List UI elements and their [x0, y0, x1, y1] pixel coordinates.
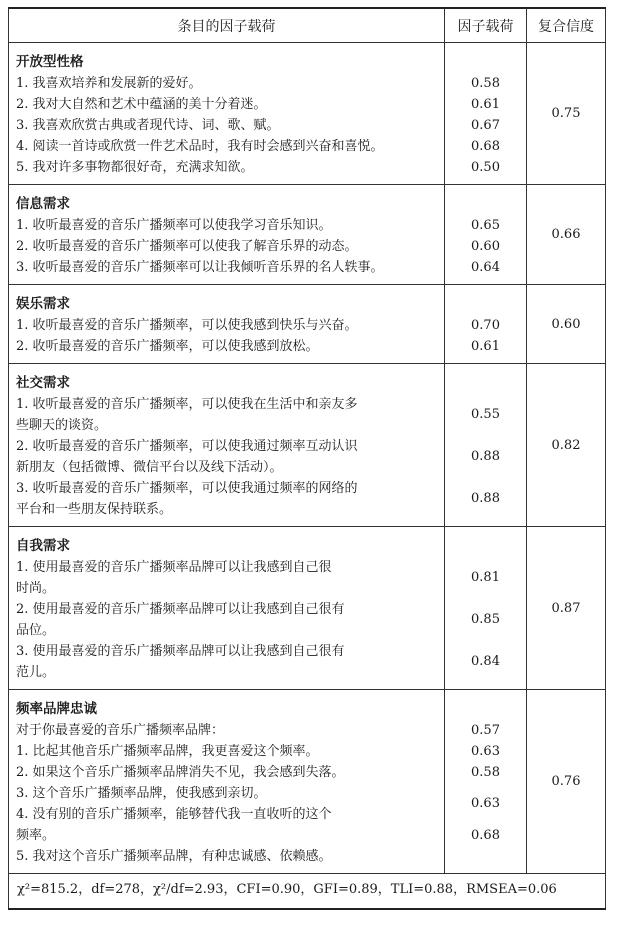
item-text-line: 时尚。	[16, 581, 56, 596]
section-loadings-cell	[445, 43, 527, 185]
loading-spacer	[445, 51, 526, 73]
factor-loading-value: 0.58	[471, 76, 500, 91]
section-loadings-cell	[445, 527, 527, 690]
factor-loading-value: 0.61	[471, 339, 500, 354]
factor-loading-value: 0.65	[471, 218, 500, 233]
section-items-cell	[9, 285, 445, 364]
section-row	[9, 364, 606, 527]
factor-loading-value: 0.88	[471, 449, 500, 464]
section-loadings-cell	[445, 364, 527, 527]
item-text-line: 5. 我对许多事物都很好奇，充满求知欲。	[16, 160, 254, 175]
item-text-line: 些聊天的谈资。	[16, 418, 108, 433]
item-text-line: 4. 阅读一首诗或欣赏一件艺术品时，我有时会感到兴奋和喜悦。	[16, 139, 384, 154]
item-text-line: 2. 收听最喜爱的音乐广播频率，可以使我感到放松。	[16, 339, 319, 354]
section-items-cell	[9, 185, 445, 285]
factor-loading-value: 0.84	[471, 654, 500, 669]
factor-loading-value: 0.50	[471, 160, 500, 175]
section-row	[9, 285, 606, 364]
section-items-cell	[9, 690, 445, 874]
section-row	[9, 527, 606, 690]
item-text-line: 1. 收听最喜爱的音乐广播频率，可以使我感到快乐与兴奋。	[16, 318, 358, 333]
section-title: 社交需求	[16, 375, 70, 391]
composite-reliability-value: 0.66	[527, 185, 606, 285]
loading-spacer	[445, 535, 526, 557]
section-items-cell	[9, 364, 445, 527]
header-reliability-column: 复合信度	[527, 8, 606, 43]
item-text-line: 1. 比起其他音乐广播频率品牌，我更喜爱这个频率。	[16, 744, 319, 759]
item-text-line: 1. 我喜欢培养和发展新的爱好。	[16, 76, 202, 91]
factor-loading-value: 0.61	[471, 97, 500, 112]
loading-spacer	[445, 372, 526, 394]
section-title: 娱乐需求	[16, 296, 70, 312]
item-text-line: 品位。	[16, 623, 56, 638]
item-text-line: 3. 收听最喜爱的音乐广播频率，可以使我通过频率的网络的	[16, 481, 358, 496]
section-row	[9, 690, 606, 874]
factor-loading-value: 0.60	[471, 239, 500, 254]
factor-loading-value: 0.58	[471, 765, 500, 780]
section-items-cell	[9, 527, 445, 690]
section-row	[9, 43, 606, 185]
factor-loading-table	[8, 7, 606, 910]
factor-loading-value: 0.67	[471, 118, 500, 133]
item-text-line: 2. 使用最喜爱的音乐广播频率品牌可以让我感到自己很有	[16, 602, 345, 617]
factor-loading-value: 0.81	[471, 570, 500, 585]
section-loadings-cell	[445, 285, 527, 364]
table-body	[9, 43, 606, 874]
factor-loading-value: 0.57	[471, 723, 500, 738]
section-title: 频率品牌忠诚	[16, 701, 97, 717]
factor-loading-value: 0.68	[471, 828, 500, 843]
item-text-line: 3. 收听最喜爱的音乐广播频率可以让我倾听音乐界的名人轶事。	[16, 260, 384, 275]
factor-loading-value: 0.68	[471, 139, 500, 154]
item-text-line: 1. 使用最喜爱的音乐广播频率品牌可以让我感到自己很	[16, 560, 332, 575]
factor-loading-value: 0.63	[471, 796, 500, 811]
header-loading-column: 因子载荷	[445, 8, 527, 43]
factor-loading-value: 0.88	[471, 491, 500, 506]
fit-indices-text: χ²=815.2，df=278，χ²/df=2.93，CFI=0.90，GFI=0.89，TLI=0.88，RMSEA=0.06	[9, 874, 606, 910]
section-row	[9, 185, 606, 285]
section-loadings-cell	[445, 185, 527, 285]
factor-loading-value: 0.85	[471, 612, 500, 627]
item-text-line: 3. 使用最喜爱的音乐广播频率品牌可以让我感到自己很有	[16, 644, 345, 659]
loading-spacer	[445, 698, 526, 720]
factor-loading-table-container	[8, 7, 605, 910]
section-items-cell	[9, 43, 445, 185]
item-text-line: 4. 没有别的音乐广播频率，能够替代我一直收听的这个	[16, 807, 332, 822]
factor-loading-value: 0.64	[471, 260, 500, 275]
item-text-line: 范儿。	[16, 665, 56, 680]
item-text-line: 新朋友（包括微博、微信平台以及线下活动）。	[16, 460, 283, 475]
fit-indices-row	[9, 874, 606, 910]
section-subtitle: 对于你最喜爱的音乐广播频率品牌：	[16, 723, 225, 738]
item-text-line: 频率。	[16, 828, 56, 843]
section-title: 开放型性格	[16, 54, 84, 70]
composite-reliability-value: 0.75	[527, 43, 606, 185]
item-text-line: 2. 如果这个音乐广播频率品牌消失不见，我会感到失落。	[16, 765, 345, 780]
item-text-line: 1. 收听最喜爱的音乐广播频率，可以使我在生活中和亲友多	[16, 397, 358, 412]
item-text-line: 平台和一些朋友保持联系。	[16, 502, 173, 517]
header-item-column: 条目的因子载荷	[9, 8, 445, 43]
table-header-row	[9, 8, 606, 43]
item-text-line: 1. 收听最喜爱的音乐广播频率可以使我学习音乐知识。	[16, 218, 332, 233]
loading-spacer	[445, 193, 526, 215]
composite-reliability-value: 0.76	[527, 690, 606, 874]
section-title: 自我需求	[16, 538, 70, 554]
item-text-line: 2. 收听最喜爱的音乐广播频率可以使我了解音乐界的动态。	[16, 239, 358, 254]
item-text-line: 2. 收听最喜爱的音乐广播频率，可以使我通过频率互动认识	[16, 439, 358, 454]
section-loadings-cell	[445, 690, 527, 874]
composite-reliability-value: 0.82	[527, 364, 606, 527]
loading-spacer	[445, 293, 526, 315]
item-text-line: 5. 我对这个音乐广播频率品牌，有种忠诚感、依赖感。	[16, 849, 332, 864]
item-text-line: 3. 我喜欢欣赏古典或者现代诗、词、歌、赋。	[16, 118, 280, 133]
item-text-line: 2. 我对大自然和艺术中蕴涵的美十分着迷。	[16, 97, 267, 112]
section-title: 信息需求	[16, 196, 70, 212]
composite-reliability-value: 0.60	[527, 285, 606, 364]
composite-reliability-value: 0.87	[527, 527, 606, 690]
factor-loading-value: 0.70	[471, 318, 500, 333]
item-text-line: 3. 这个音乐广播频率品牌，使我感到亲切。	[16, 786, 267, 801]
factor-loading-value: 0.55	[471, 407, 500, 422]
factor-loading-value: 0.63	[471, 744, 500, 759]
